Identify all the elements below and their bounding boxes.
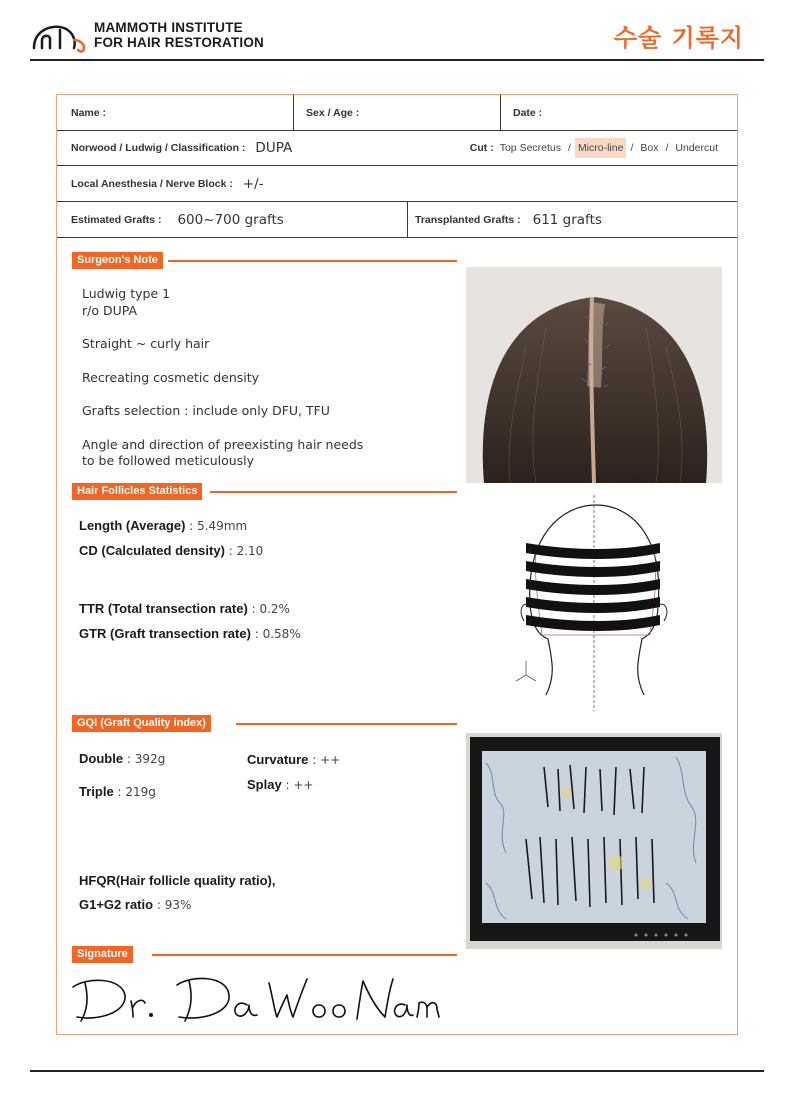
anesthesia-value: +/-: [242, 175, 264, 192]
triple-value: : 219g: [113, 785, 156, 799]
estimated-grafts-label: Estimated Grafts :: [71, 213, 162, 226]
gqi-double: [79, 751, 165, 766]
transplanted-grafts-value: 611 grafts: [532, 211, 602, 228]
cut-options: [470, 131, 721, 165]
cut-option-top-secretus[interactable]: Top Secretus: [499, 142, 562, 154]
splay-value: : ++: [281, 778, 314, 792]
length-value: : 5.49mm: [185, 519, 248, 533]
ttr-value: : 0.2%: [247, 602, 290, 616]
gtr-value: : 0.58%: [250, 627, 301, 641]
stat-cd: [79, 543, 263, 558]
grafts-monitor-photo: [466, 733, 722, 949]
name-label: Name :: [71, 106, 107, 119]
row-anesthesia: [57, 166, 737, 202]
separator: /: [568, 142, 571, 154]
gqi-curvature: [247, 752, 340, 767]
cut-option-box[interactable]: Box: [640, 142, 659, 154]
page-header: [30, 14, 764, 60]
cut-option-micro-line[interactable]: Micro-line: [575, 138, 627, 158]
triple-label: Triple: [79, 784, 114, 799]
g1g2-value: : 93%: [153, 898, 192, 912]
cd-label: CD (Calculated density): [79, 543, 225, 558]
splay-label: Splay: [247, 777, 282, 792]
curvature-value: : ++: [308, 753, 341, 767]
anesthesia-field[interactable]: [71, 166, 264, 201]
gqi-splay: [247, 777, 313, 792]
institute-line-2: FOR HAIR RESTORATION: [94, 35, 265, 50]
row-grafts: [57, 202, 737, 238]
stat-length: [79, 518, 247, 533]
doctor-signature: [67, 969, 447, 1029]
classification-value: DUPA: [255, 140, 293, 156]
estimated-grafts-field[interactable]: [71, 202, 284, 237]
length-label: Length (Average): [79, 518, 186, 533]
classification-field[interactable]: [71, 131, 292, 165]
page-title: 수술 기록지: [613, 24, 744, 52]
name-field[interactable]: [71, 95, 106, 130]
divider: [500, 95, 501, 130]
divider: [407, 202, 408, 237]
note-line: Recreating cosmetic density: [82, 369, 260, 385]
surgery-record-form: [56, 94, 738, 1035]
g1g2-label: G1+G2 ratio: [79, 897, 154, 912]
scalp-photo: [466, 267, 722, 483]
classification-label: Norwood / Ludwig / Classification :: [71, 142, 246, 154]
gtr-label: GTR (Graft transection rate): [79, 626, 251, 641]
section-gqi: [72, 715, 457, 732]
cut-label: Cut :: [469, 142, 494, 154]
section-rule: [152, 954, 457, 956]
divider: [293, 95, 294, 130]
ttr-label: TTR (Total transection rate): [79, 601, 248, 616]
section-title: Hair Follicles Statistics: [72, 483, 202, 500]
note-line: to be followed meticulously: [82, 453, 255, 468]
date-label: Date :: [513, 106, 543, 119]
separator: /: [630, 142, 634, 154]
curvature-label: Curvature: [247, 752, 309, 767]
institute-name: [94, 20, 264, 50]
section-rule: [236, 723, 457, 725]
hfqr-label: HFQR(Hair follicle quality ratio),: [79, 873, 276, 888]
note-line: Grafts selection : include only DFU, TFU: [82, 403, 330, 418]
header-divider: [30, 59, 764, 61]
section-title: Signature: [72, 946, 133, 963]
surgeons-note-text: [82, 286, 363, 470]
anesthesia-label: Local Anesthesia / Nerve Block :: [71, 177, 233, 190]
sex-age-label: Sex / Age :: [306, 106, 360, 119]
mammoth-logo-icon: [30, 18, 90, 54]
section-surgeons-note: [72, 252, 457, 269]
footer-divider: [30, 1070, 764, 1072]
gqi-g1g2: [79, 897, 191, 912]
cd-value: : 2.10: [224, 544, 264, 558]
transplanted-grafts-field[interactable]: [415, 202, 602, 237]
row-classification: [57, 131, 737, 166]
double-value: : 392g: [123, 752, 166, 766]
gqi-triple: [79, 784, 156, 799]
stat-ttr: [79, 601, 290, 616]
section-title: Surgeon's Note: [72, 252, 163, 269]
transplanted-grafts-label: Transplanted Grafts :: [415, 213, 521, 226]
estimated-grafts-value: 600~700 grafts: [177, 211, 284, 228]
institute-line-1: MAMMOTH INSTITUTE: [94, 20, 243, 35]
section-rule: [168, 260, 457, 262]
note-line: Ludwig type 1: [82, 286, 171, 301]
separator: /: [665, 142, 669, 154]
stat-gtr: [79, 626, 301, 641]
section-rule: [210, 491, 457, 493]
note-line: r/o DUPA: [82, 302, 138, 318]
gqi-hfqr: [79, 873, 275, 888]
cut-option-undercut[interactable]: Undercut: [675, 142, 718, 154]
head-diagram: [512, 495, 682, 715]
double-label: Double: [79, 751, 124, 766]
note-line: Straight ~ curly hair: [82, 336, 210, 351]
section-follicle-stats: [72, 483, 457, 500]
section-title: GQI (Graft Quality index): [72, 715, 211, 732]
note-line: Angle and direction of preexisting hair needs: [82, 436, 364, 452]
section-signature: [72, 946, 457, 963]
sex-age-field[interactable]: [306, 95, 359, 130]
date-field[interactable]: [513, 95, 542, 130]
row-patient-info: [57, 95, 737, 131]
